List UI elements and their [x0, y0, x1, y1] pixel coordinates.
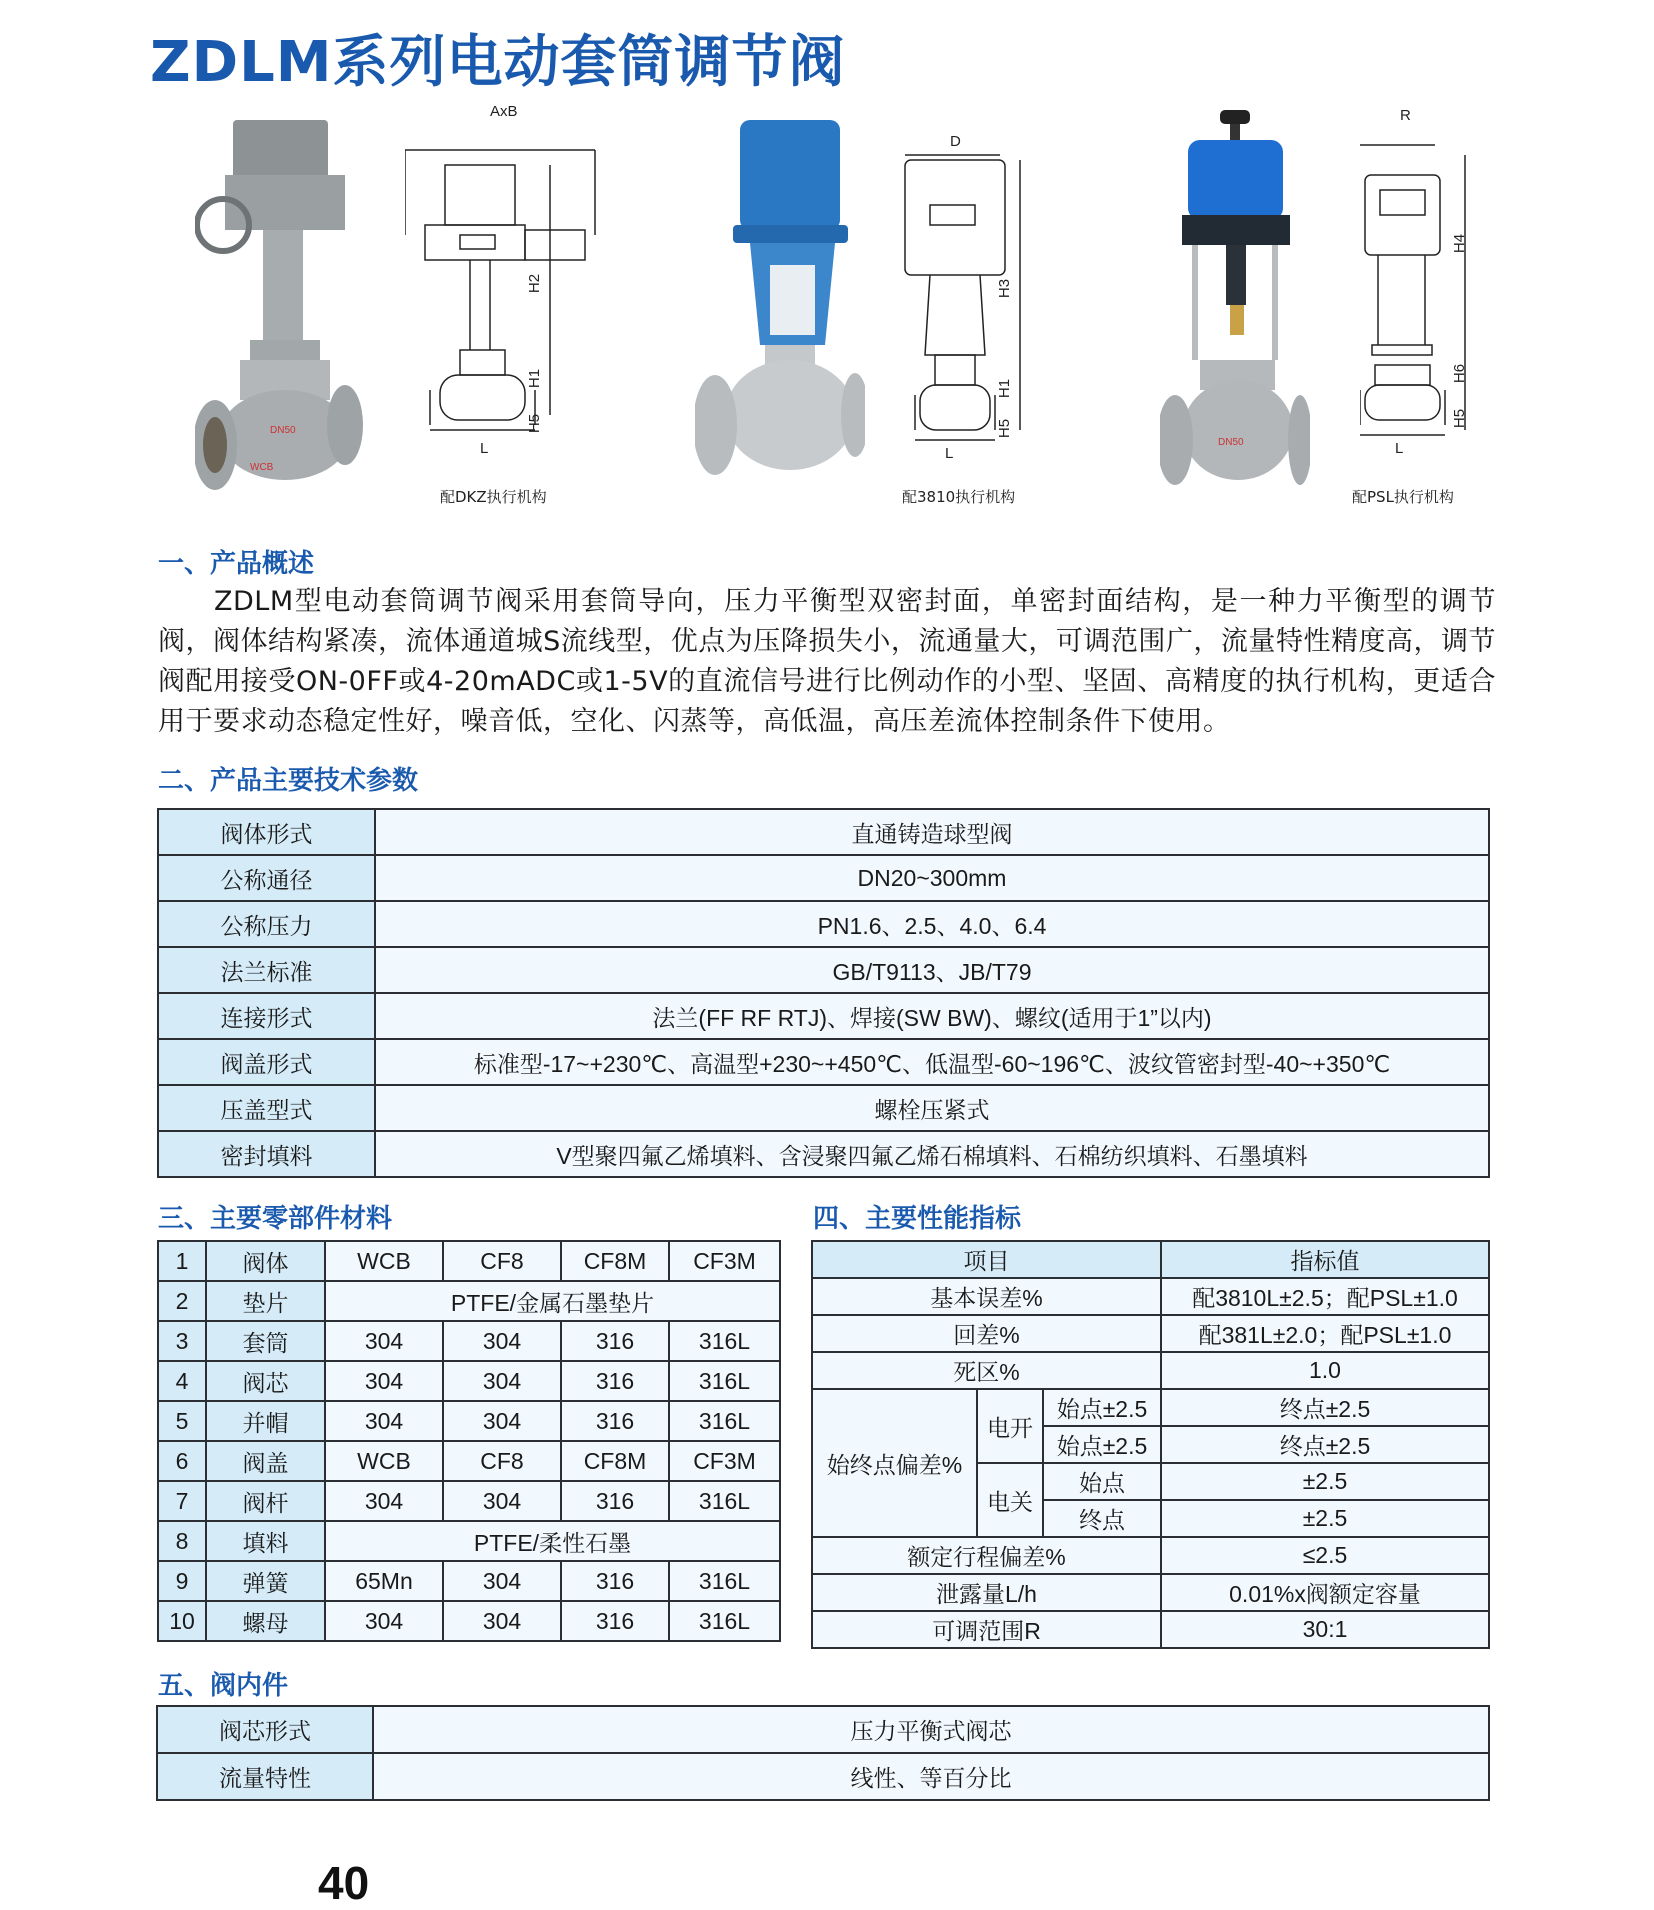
material-cell: 316 — [561, 1321, 669, 1361]
dim-label-h4: H4 — [1451, 233, 1469, 254]
part-name: 阀盖 — [206, 1441, 325, 1481]
perf-sublabel: 电开 — [977, 1389, 1043, 1463]
dim-label-h6: H6 — [1451, 363, 1469, 384]
part-name: 阀杆 — [206, 1481, 325, 1521]
row-number: 4 — [158, 1361, 206, 1401]
figure-caption-dkz: 配DKZ执行机构 — [440, 488, 547, 506]
row-number: 3 — [158, 1321, 206, 1361]
section-title-materials: 三、主要零部件材料 — [158, 1204, 393, 1234]
part-name: 填料 — [206, 1521, 325, 1561]
row-number: 1 — [158, 1241, 206, 1281]
dimension-drawing-dkz — [405, 135, 605, 435]
table-row — [158, 1561, 780, 1601]
header-item: 项目 — [812, 1241, 1161, 1278]
part-name: 弹簧 — [206, 1561, 325, 1601]
material-cell: 304 — [443, 1561, 561, 1601]
material-cell: 316 — [561, 1601, 669, 1641]
table-row — [158, 993, 1489, 1039]
dim-label-h5: H5 — [526, 413, 544, 434]
row-number: 7 — [158, 1481, 206, 1521]
table-row — [158, 1481, 780, 1521]
row-number: 5 — [158, 1401, 206, 1441]
svg-text:DN50: DN50 — [1218, 437, 1244, 448]
table-row — [158, 855, 1489, 901]
table-row — [812, 1537, 1489, 1574]
spec-label: 密封填料 — [158, 1131, 375, 1177]
material-cell: 304 — [325, 1601, 443, 1641]
trim-table — [156, 1705, 1490, 1801]
figure-caption-psl: 配PSL执行机构 — [1352, 488, 1454, 506]
perf-start: 始点±2.5 — [1043, 1389, 1161, 1426]
dim-label-axb: AxB — [490, 103, 518, 120]
dimension-drawing-psl — [1360, 130, 1500, 460]
perf-label: 死区% — [812, 1352, 1161, 1389]
figure-caption-3810: 配3810执行机构 — [902, 488, 1016, 506]
perf-value: 1.0 — [1161, 1352, 1489, 1389]
perf-value: 0.01%x阀额定容量 — [1161, 1574, 1489, 1611]
table-row — [158, 901, 1489, 947]
material-cell: 316 — [561, 1361, 669, 1401]
material-cell: WCB — [325, 1441, 443, 1481]
row-number: 8 — [158, 1521, 206, 1561]
spec-value: 法兰(FF RF RTJ)、焊接(SW BW)、螺纹(适用于1”以内) — [375, 993, 1489, 1039]
material-cell: 316 — [561, 1401, 669, 1441]
table-row — [812, 1352, 1489, 1389]
perf-value: ≤2.5 — [1161, 1537, 1489, 1574]
material-cell: 304 — [443, 1401, 561, 1441]
material-cell: CF3M — [669, 1241, 780, 1281]
page-number: 40 — [318, 1857, 370, 1909]
perf-label: 泄露量L/h — [812, 1574, 1161, 1611]
material-cell: 316 — [561, 1481, 669, 1521]
overview-paragraph: ZDLM型电动套筒调节阀采用套筒导向，压力平衡型双密封面，单密封面结构，是一种力平衡型的调节阀，阀体结构紧凑，流体通道城S流线型，优点为压降损失小，流通量大，可调范围广，流量特性精度高，调节阀配用接受ON-0FF或4-20mADC或1-5V的直流信号进行比例动作的小型、坚固、高精度的执行机构，更适合用于要求动态稳定性好，噪音低，空化、闪蒸等，高低温，高压差流体控制条件下使用。 — [158, 586, 1496, 737]
table-row — [158, 1241, 780, 1281]
table-row — [812, 1611, 1489, 1648]
material-cell: 316L — [669, 1361, 780, 1401]
material-cell: 304 — [443, 1601, 561, 1641]
table-row — [158, 809, 1489, 855]
table-row — [158, 1039, 1489, 1085]
material-cell: PTFE/柔性石墨 — [325, 1521, 780, 1561]
part-name: 螺母 — [206, 1601, 325, 1641]
trim-label: 流量特性 — [157, 1753, 373, 1800]
perf-sublabel: 电关 — [977, 1463, 1043, 1537]
dim-label-d: D — [950, 133, 961, 150]
valve-photo-3810 — [695, 115, 865, 515]
dim-label-r: R — [1400, 107, 1411, 124]
material-cell: 304 — [443, 1481, 561, 1521]
table-row — [812, 1241, 1489, 1278]
header-value: 指标值 — [1161, 1241, 1489, 1278]
spec-value: DN20~300mm — [375, 855, 1489, 901]
perf-label: 额定行程偏差% — [812, 1537, 1161, 1574]
perf-start: 始点±2.5 — [1043, 1426, 1161, 1463]
perf-label: 基本误差% — [812, 1278, 1161, 1315]
part-name: 阀体 — [206, 1241, 325, 1281]
product-figure-psl — [1160, 107, 1560, 510]
svg-text:WCB: WCB — [250, 462, 274, 473]
table-row — [158, 1085, 1489, 1131]
material-cell: 304 — [325, 1481, 443, 1521]
material-cell: CF8 — [443, 1441, 561, 1481]
dim-label-h1: H1 — [996, 378, 1014, 399]
dim-label-h1: H1 — [526, 368, 544, 389]
table-row — [158, 1361, 780, 1401]
table-row — [812, 1574, 1489, 1611]
spec-label: 连接形式 — [158, 993, 375, 1039]
table-row — [158, 1131, 1489, 1177]
spec-label: 阀盖形式 — [158, 1039, 375, 1085]
perf-start: 始点 — [1043, 1463, 1161, 1500]
svg-text:DN50: DN50 — [270, 425, 296, 436]
material-cell: 304 — [443, 1321, 561, 1361]
perf-value: 30:1 — [1161, 1611, 1489, 1648]
material-cell: PTFE/金属石墨垫片 — [325, 1281, 780, 1321]
part-name: 垫片 — [206, 1281, 325, 1321]
spec-value: 直通铸造球型阀 — [375, 809, 1489, 855]
perf-value: 终点±2.5 — [1161, 1426, 1489, 1463]
material-cell: 304 — [325, 1361, 443, 1401]
table-row — [158, 947, 1489, 993]
spec-value: GB/T9113、JB/T79 — [375, 947, 1489, 993]
performance-table — [811, 1240, 1490, 1649]
spec-label: 法兰标准 — [158, 947, 375, 993]
dim-label-h5: H5 — [996, 418, 1014, 439]
page-title: ZDLM系列电动套筒调节阀 — [150, 30, 846, 95]
table-row — [158, 1521, 780, 1561]
spec-label: 公称压力 — [158, 901, 375, 947]
material-cell: 316L — [669, 1321, 780, 1361]
material-cell: 304 — [325, 1401, 443, 1441]
material-cell: CF8M — [561, 1241, 669, 1281]
dim-label-h3: H3 — [996, 278, 1014, 299]
row-number: 6 — [158, 1441, 206, 1481]
spec-value: V型聚四氟乙烯填料、含浸聚四氟乙烯石棉填料、石棉纺织填料、石墨填料 — [375, 1131, 1489, 1177]
table-row — [158, 1321, 780, 1361]
table-row — [157, 1706, 1489, 1753]
part-name: 套筒 — [206, 1321, 325, 1361]
specs-table — [157, 808, 1490, 1178]
dim-label-h5: H5 — [1451, 408, 1469, 429]
perf-label: 回差% — [812, 1315, 1161, 1352]
material-cell: 65Mn — [325, 1561, 443, 1601]
table-row — [158, 1601, 780, 1641]
material-cell: WCB — [325, 1241, 443, 1281]
material-cell: 316L — [669, 1601, 780, 1641]
material-cell: CF3M — [669, 1441, 780, 1481]
spec-value: 标准型-17~+230℃、高温型+230~+450℃、低温型-60~196℃、波纹管密封型-40~+350℃ — [375, 1039, 1489, 1085]
trim-label: 阀芯形式 — [157, 1706, 373, 1753]
perf-value: ±2.5 — [1161, 1500, 1489, 1537]
table-row — [158, 1441, 780, 1481]
product-figure-3810 — [695, 115, 1095, 515]
part-name: 阀芯 — [206, 1361, 325, 1401]
perf-value: ±2.5 — [1161, 1463, 1489, 1500]
valve-photo-psl — [1160, 110, 1310, 510]
spec-label: 公称通径 — [158, 855, 375, 901]
table-row — [158, 1401, 780, 1441]
row-number: 9 — [158, 1561, 206, 1601]
perf-value: 配3810L±2.5；配PSL±1.0 — [1161, 1278, 1489, 1315]
row-number: 2 — [158, 1281, 206, 1321]
dim-label-l: L — [480, 440, 489, 457]
perf-start: 终点 — [1043, 1500, 1161, 1537]
part-name: 并帽 — [206, 1401, 325, 1441]
perf-value: 配381L±2.0；配PSL±1.0 — [1161, 1315, 1489, 1352]
section-title-trim: 五、阀内件 — [158, 1671, 289, 1701]
spec-label: 阀体形式 — [158, 809, 375, 855]
material-cell: 304 — [325, 1321, 443, 1361]
table-row — [157, 1753, 1489, 1800]
dimension-drawing-3810 — [900, 145, 1050, 465]
trim-value: 线性、等百分比 — [373, 1753, 1489, 1800]
table-row — [812, 1389, 1489, 1426]
material-cell: CF8M — [561, 1441, 669, 1481]
dim-label-l: L — [1395, 440, 1404, 457]
spec-value: 螺栓压紧式 — [375, 1085, 1489, 1131]
material-cell: 316L — [669, 1481, 780, 1521]
table-row — [158, 1281, 780, 1321]
row-number: 10 — [158, 1601, 206, 1641]
trim-value: 压力平衡式阀芯 — [373, 1706, 1489, 1753]
perf-value: 终点±2.5 — [1161, 1389, 1489, 1426]
section-title-specs: 二、产品主要技术参数 — [158, 766, 419, 796]
spec-label: 压盖型式 — [158, 1085, 375, 1131]
material-cell: 316L — [669, 1401, 780, 1441]
material-cell: 316 — [561, 1561, 669, 1601]
perf-label: 可调范围R — [812, 1611, 1161, 1648]
table-row — [812, 1278, 1489, 1315]
dim-label-l: L — [945, 445, 954, 462]
spec-value: PN1.6、2.5、4.0、6.4 — [375, 901, 1489, 947]
material-cell: CF8 — [443, 1241, 561, 1281]
section-title-overview: 一、产品概述 — [158, 549, 315, 579]
materials-table — [157, 1240, 781, 1642]
product-figure-dkz — [195, 103, 595, 515]
material-cell: 316L — [669, 1561, 780, 1601]
dim-label-h2: H2 — [526, 273, 544, 294]
perf-label: 始终点偏差% — [812, 1389, 977, 1537]
section-title-performance: 四、主要性能指标 — [813, 1204, 1022, 1234]
material-cell: 304 — [443, 1361, 561, 1401]
valve-photo-dkz — [195, 115, 365, 505]
table-row — [812, 1315, 1489, 1352]
